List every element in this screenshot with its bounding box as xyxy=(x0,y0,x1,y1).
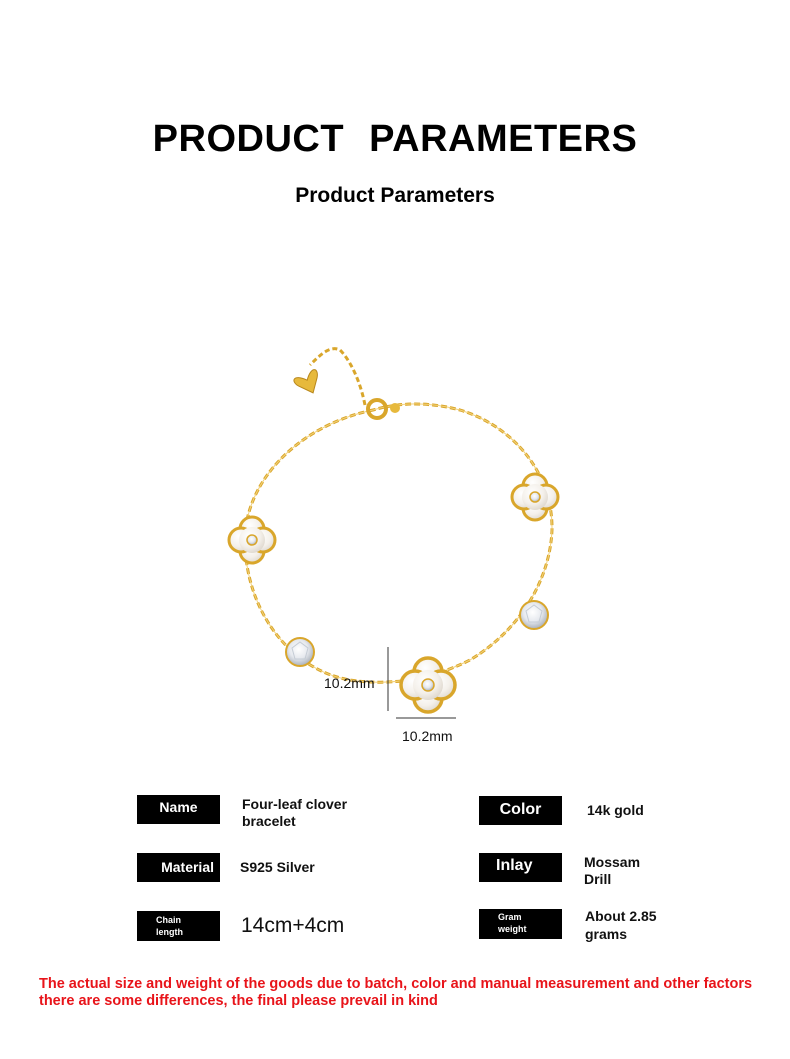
extender-chain xyxy=(310,349,365,405)
color-value: 14k gold xyxy=(587,802,644,818)
gram-weight-label: Gram weight xyxy=(479,909,562,939)
gem-stone-right xyxy=(520,601,548,629)
inlay-value: Mossam Drill xyxy=(584,854,641,887)
material-label: Material xyxy=(137,853,220,882)
inlay-label: Inlay xyxy=(479,853,562,882)
material-value: S925 Silver xyxy=(240,859,315,875)
clover-charm-left xyxy=(229,517,275,563)
height-dimension-label: 10.2mm xyxy=(324,675,375,691)
bracelet-image xyxy=(190,330,590,750)
chain-length-value: 14cm+4cm xyxy=(241,914,345,937)
page-title: PRODUCT PARAMETERS xyxy=(152,118,638,160)
gem-stone-left xyxy=(286,638,314,666)
name-label: Name xyxy=(137,795,220,824)
color-label: Color xyxy=(479,796,562,825)
name-value: Four-leaf clover bracelet xyxy=(242,796,348,829)
chain-length-label: Chain length xyxy=(137,911,220,941)
heart-charm xyxy=(293,369,324,398)
disclaimer-note: The actual size and weight of the goods due to batch, color and manual measurement and other factors there are some differences, the final please prevail in kind xyxy=(39,976,753,1009)
clover-charm-bottom xyxy=(401,658,455,712)
width-dimension-label: 10.2mm xyxy=(402,728,453,744)
page-subtitle: Product Parameters xyxy=(295,184,495,207)
gram-weight-value: About 2.85 grams xyxy=(585,908,657,942)
